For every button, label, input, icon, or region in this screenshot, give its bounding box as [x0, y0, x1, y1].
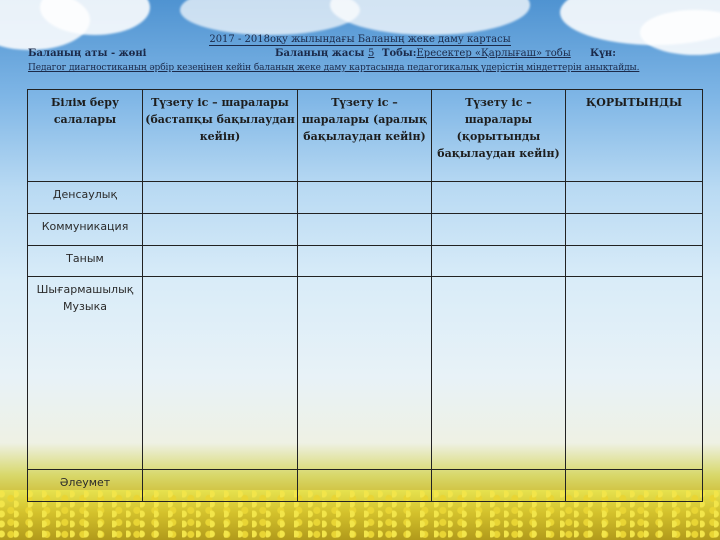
header-correction-intermediate: Түзету іс – шаралары (аралық бақылаудан кейін)	[298, 90, 432, 182]
table-row	[28, 246, 703, 277]
entry-cell[interactable]	[432, 277, 566, 470]
title-text: 2017 - 2018оқу жылындағы Баланың жеке даму картасы	[209, 34, 511, 45]
entry-cell[interactable]	[143, 277, 298, 470]
entry-cell[interactable]	[432, 246, 566, 277]
entry-cell[interactable]	[143, 214, 298, 246]
child-age-value: 5	[367, 48, 375, 59]
development-card	[0, 28, 720, 508]
table-row	[28, 214, 703, 246]
group-value: Ересектер «Қарлығаш» тобы	[416, 48, 571, 59]
entry-cell[interactable]	[566, 277, 703, 470]
group-label: Тобы:	[382, 48, 417, 59]
area-cell: Коммуникация	[28, 214, 143, 246]
entry-cell[interactable]	[298, 470, 432, 502]
table-row	[28, 470, 703, 502]
instruction-text: Педагог диагностиканың әрбір кезеңінен кейін баланың жеке даму картасында педагогикалық үдерістің міндеттерін анықтайды.	[28, 63, 640, 73]
entry-cell[interactable]	[566, 182, 703, 214]
entry-cell[interactable]	[432, 182, 566, 214]
entry-cell[interactable]	[566, 214, 703, 246]
group-field	[382, 48, 571, 59]
area-cell: Денсаулық	[28, 182, 143, 214]
header-education-areas: Білім беру салалары	[28, 90, 143, 182]
development-table	[27, 89, 703, 502]
entry-cell[interactable]	[432, 214, 566, 246]
area-cell: Әлеумет	[28, 470, 143, 502]
day-label: Күн:	[590, 48, 616, 59]
header-correction-initial: Түзету іс – шаралары (бастапқы бақылаудан кейін)	[143, 90, 298, 182]
table-header-row	[28, 90, 703, 182]
header-conclusion: ҚОРЫТЫНДЫ	[566, 90, 703, 182]
area-cell: Шығармашылық Музыка	[28, 277, 143, 470]
child-age-label	[275, 48, 374, 59]
entry-cell[interactable]	[143, 246, 298, 277]
entry-cell[interactable]	[298, 277, 432, 470]
entry-cell[interactable]	[298, 214, 432, 246]
table-row	[28, 182, 703, 214]
area-cell: Таным	[28, 246, 143, 277]
entry-cell[interactable]	[432, 470, 566, 502]
entry-cell[interactable]	[566, 470, 703, 502]
entry-cell[interactable]	[298, 182, 432, 214]
child-age-label-text: Баланың жасы	[275, 48, 365, 59]
entry-cell[interactable]	[143, 470, 298, 502]
entry-cell[interactable]	[566, 246, 703, 277]
header-correction-final: Түзету іс – шаралары (қорытынды бақылаудан кейін)	[432, 90, 566, 182]
page-title	[0, 34, 720, 45]
entry-cell[interactable]	[298, 246, 432, 277]
entry-cell[interactable]	[143, 182, 298, 214]
table-row	[28, 277, 703, 470]
child-name-label: Баланың аты - жөні	[28, 48, 147, 59]
